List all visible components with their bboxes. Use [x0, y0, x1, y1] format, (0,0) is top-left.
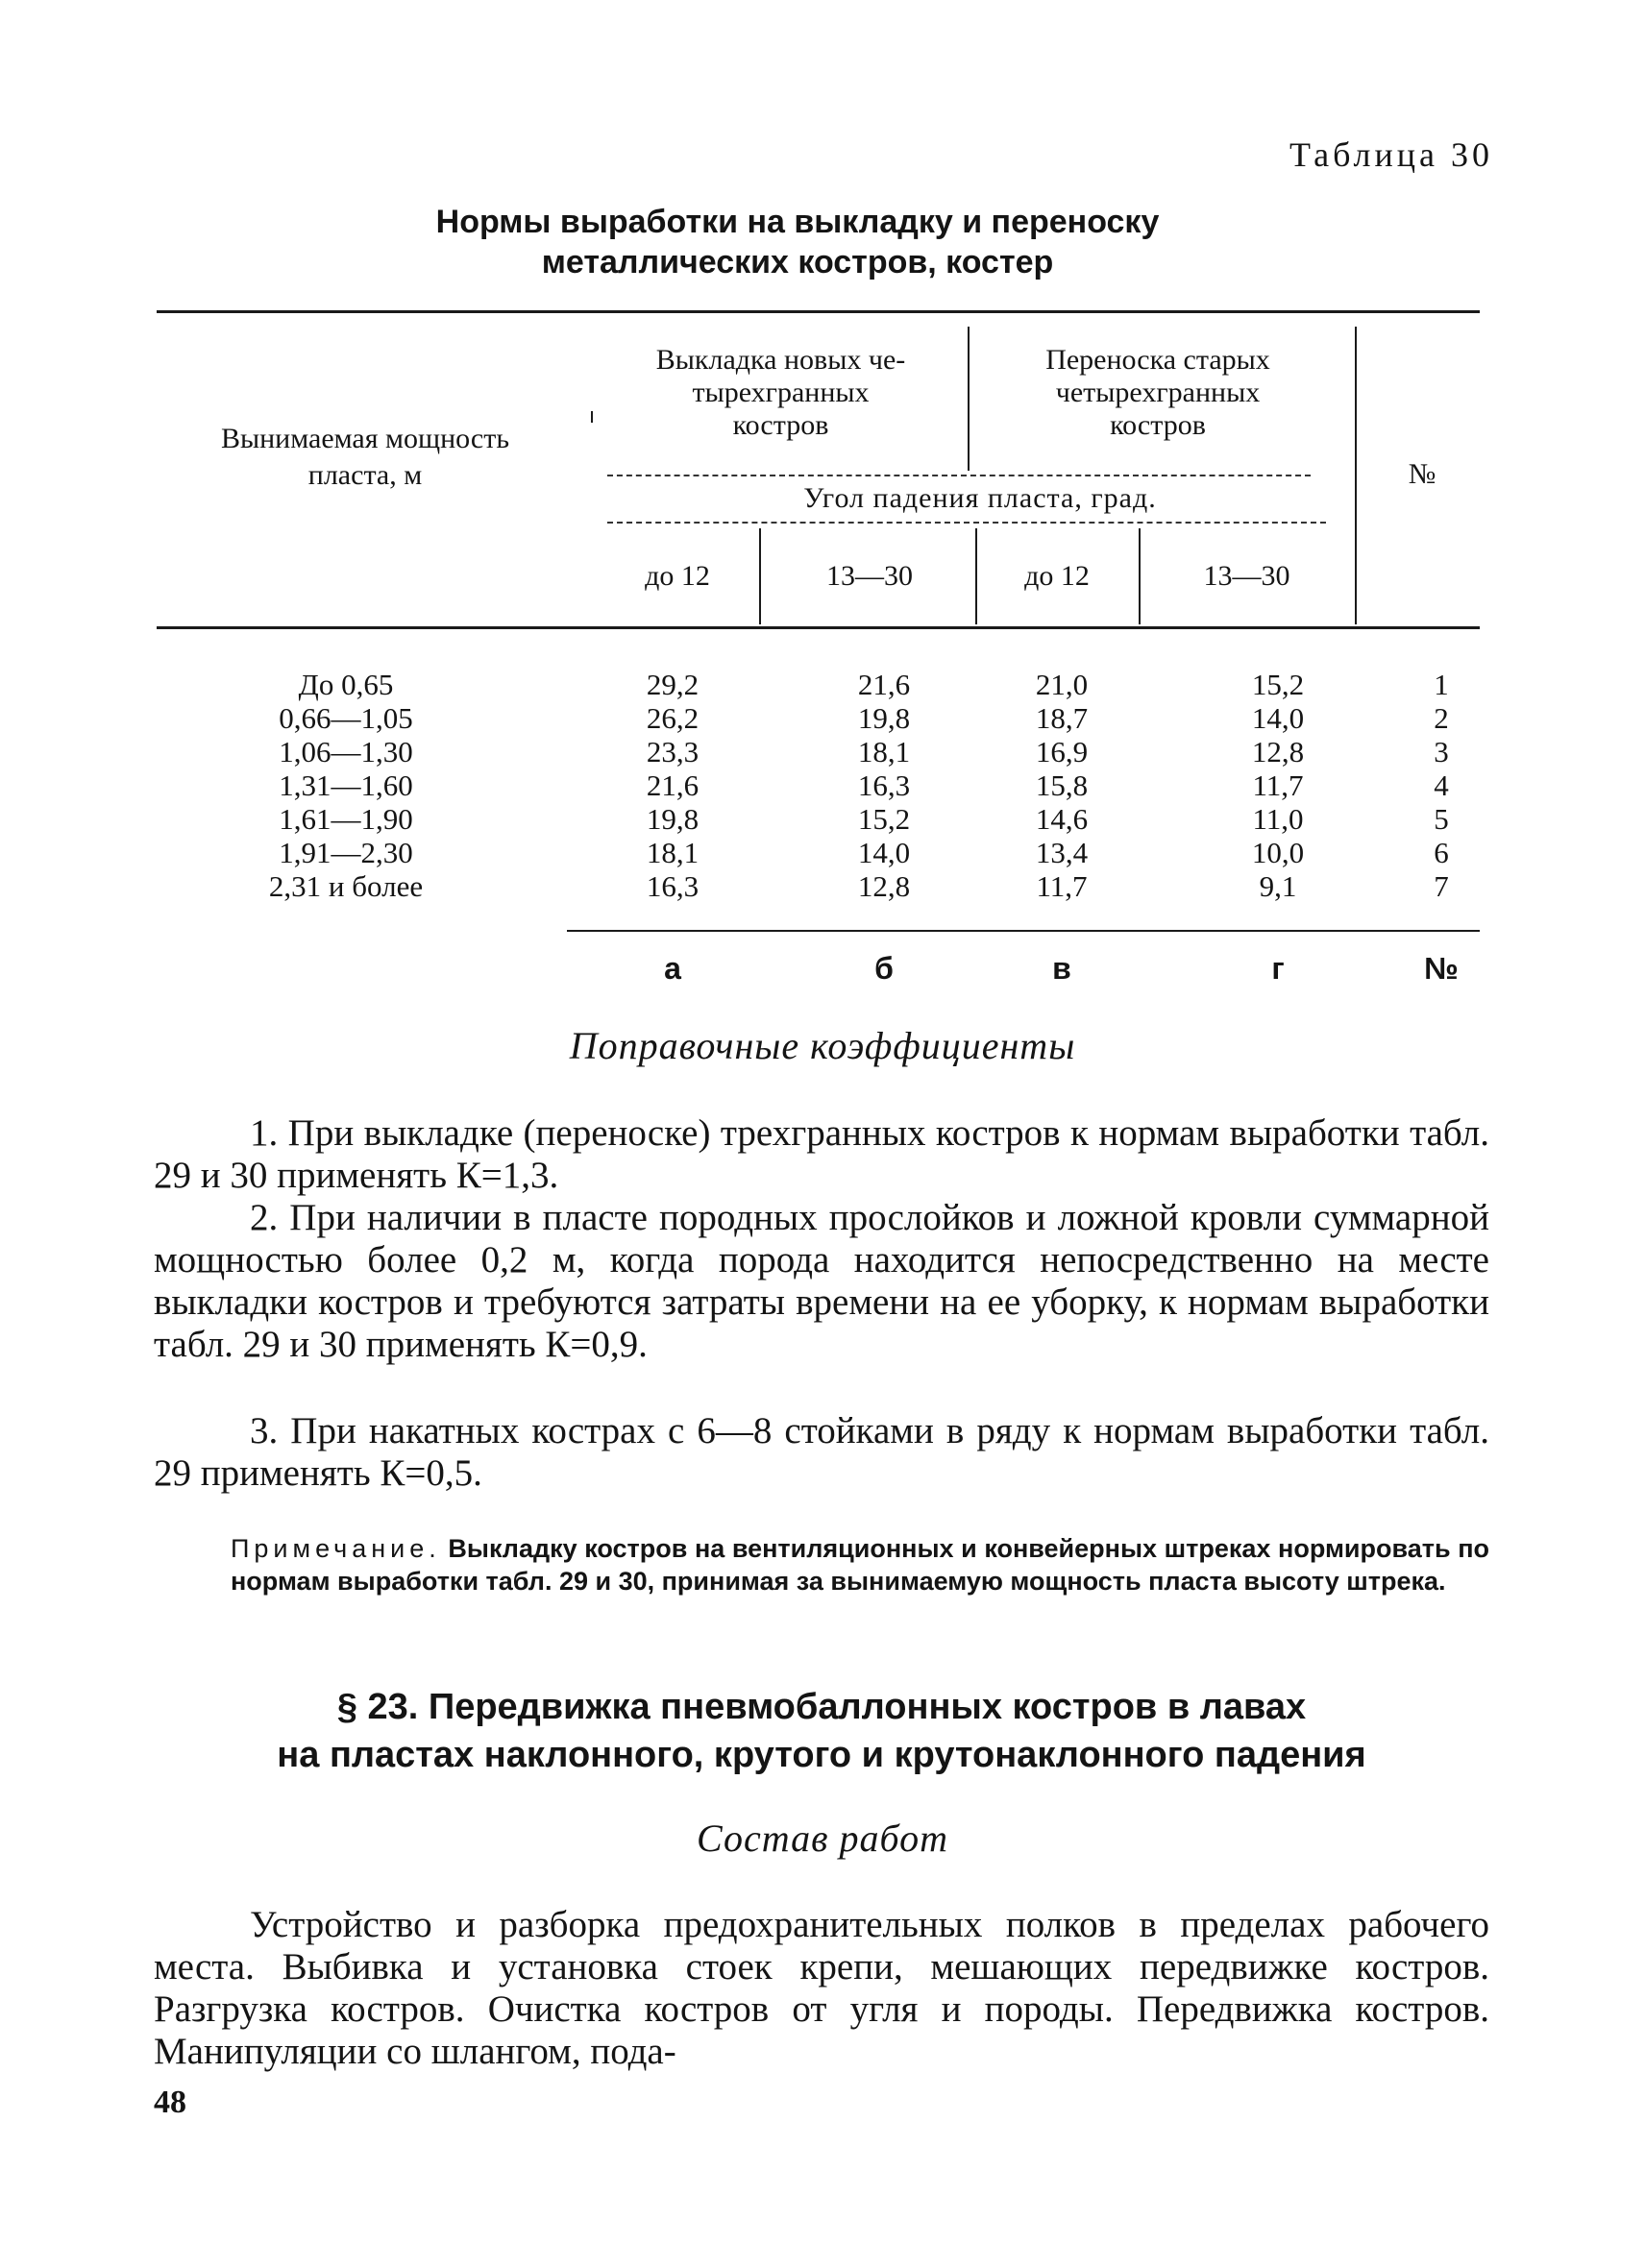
cell-g: 14,0 [1251, 701, 1305, 735]
table-body-bottom-rule [567, 930, 1480, 932]
header-sub-laying-high: 13—30 [826, 560, 913, 592]
cell-b: 18,1 [857, 735, 911, 768]
table-vrule-sub1 [759, 528, 761, 624]
table-top-rule [157, 310, 1480, 313]
cell-v: 18,7 [1035, 701, 1089, 735]
cell-num: 7 [1434, 869, 1449, 903]
row-label: 1,91—2,30 [279, 836, 413, 869]
cell-a: 29,2 [646, 668, 700, 701]
header-num: № [1408, 458, 1436, 490]
cell-num: 2 [1434, 701, 1449, 735]
header-row-label-line-1: Вынимаемая мощность [220, 423, 510, 454]
correction-text-2: 2. При наличии в пласте породных прослойков и ложной кровли суммарной мощностью более 0,2 м, когда порода находится непосредственно на месте выкладки костров и требуются затраты времени на ее уборку, к нормам выработки табл. 29 и 30 применять К=0,9. [154, 1197, 1489, 1365]
cell-g: 11,7 [1252, 768, 1304, 802]
header-group-laying [596, 344, 966, 442]
composition-text: Устройство и разборка предохранительных полков в пределах рабочего места. Выбивка и установка стоек крепи, мешающих передвижке костров. Разгрузка костров. Очистка костров от угля и породы. Передвижка костров. Манипуляции со шлангом, пода- [154, 1904, 1489, 2072]
row-label: 0,66—1,05 [279, 701, 413, 735]
header-sub-laying-low: до 12 [645, 560, 710, 592]
cell-a: 18,1 [646, 836, 700, 869]
table-vrule-sub3 [1139, 528, 1141, 624]
table-title-line-1: Нормы выработки на выкладку и переноску [435, 204, 1160, 240]
column-letter-num: № [1424, 951, 1459, 986]
cell-num: 4 [1434, 768, 1449, 802]
note-label: Примечание. [231, 1534, 441, 1563]
cell-a: 21,6 [646, 768, 700, 802]
cell-b: 15,2 [857, 802, 911, 836]
header-sub-moving-low: до 12 [1024, 560, 1090, 592]
cell-num: 5 [1434, 802, 1449, 836]
cell-b: 16,3 [857, 768, 911, 802]
table-vrule-num [1355, 327, 1357, 624]
table-dash-rule-1 [607, 475, 1311, 476]
correction-text-3: 3. При накатных кострах с 6—8 стойками в ряду к нормам выработки табл. 29 применять К=0,5. [154, 1410, 1489, 1494]
header-group-laying-line-3: костров [732, 409, 829, 441]
cell-b: 19,8 [857, 701, 911, 735]
header-row-label [154, 421, 577, 494]
header-group-laying-line-2: тырехгранных [692, 377, 870, 408]
row-label: 1,06—1,30 [279, 735, 413, 768]
cell-v: 21,0 [1035, 668, 1089, 701]
row-label: 1,61—1,90 [279, 802, 413, 836]
row-label: 1,31—1,60 [279, 768, 413, 802]
column-letter-v: в [1052, 951, 1071, 986]
note-text: Выкладку костров на вентиляционных и конвейерных штреках нормировать по нормам выработки табл. 29 и 30, принимая за вынимаемую мощность пласта высоту штрека. [231, 1534, 1489, 1596]
header-group-moving-line-2: четырехгранных [1055, 377, 1261, 408]
cell-v: 11,7 [1036, 869, 1088, 903]
correction-item-1 [154, 1112, 1489, 1197]
cell-g: 11,0 [1252, 802, 1304, 836]
header-group-moving-line-3: костров [1110, 409, 1206, 441]
cell-g: 9,1 [1259, 869, 1297, 903]
column-letter-b: б [874, 951, 894, 986]
cell-g: 15,2 [1251, 668, 1305, 701]
header-group-moving [980, 344, 1336, 442]
table-vrule-groups [968, 327, 970, 471]
table-title [365, 202, 1230, 282]
section-title-line-2: на пластах наклонного, крутого и крутонаклонного падения [277, 1735, 1366, 1775]
header-sub-moving-high: 13—30 [1203, 560, 1290, 592]
composition-paragraph [154, 1904, 1489, 2073]
cell-b: 12,8 [857, 869, 911, 903]
page-number: 48 [154, 2085, 186, 2120]
cell-num: 1 [1434, 668, 1449, 701]
row-label: 2,31 и более [268, 869, 424, 903]
table-title-line-2: металлических костров, костер [541, 244, 1054, 280]
cell-v: 16,9 [1035, 735, 1089, 768]
cell-b: 14,0 [857, 836, 911, 869]
cell-b: 21,6 [857, 668, 911, 701]
table-header-bottom-rule [157, 626, 1480, 629]
corrections-heading: Поправочные коэффициенты [569, 1024, 1076, 1067]
correction-item-2 [154, 1197, 1489, 1366]
header-group-laying-line-1: Выкладка новых че- [655, 344, 906, 376]
section-title-line-1: § 23. Передвижка пневмобаллонных костров в лавах [336, 1687, 1307, 1727]
table-vrule-sub2 [975, 528, 977, 624]
table-vrule-mark [591, 411, 593, 423]
header-group-moving-line-1: Переноска старых [1045, 344, 1270, 376]
section-title [154, 1683, 1489, 1779]
correction-text-1: 1. При выкладке (переноске) трехгранных костров к нормам выработки табл. 29 и 30 применять К=1,3. [154, 1112, 1489, 1196]
cell-num: 3 [1434, 735, 1449, 768]
cell-v: 14,6 [1035, 802, 1089, 836]
composition-heading: Состав работ [697, 1817, 948, 1860]
row-label: До 0,65 [298, 668, 394, 701]
correction-item-3 [154, 1410, 1489, 1495]
cell-a: 19,8 [646, 802, 700, 836]
cell-a: 26,2 [646, 701, 700, 735]
cell-g: 10,0 [1251, 836, 1305, 869]
column-letter-g: г [1271, 951, 1285, 986]
cell-a: 16,3 [646, 869, 700, 903]
cell-g: 12,8 [1251, 735, 1305, 768]
note [231, 1532, 1489, 1597]
table-label: Таблица 30 [1289, 135, 1493, 174]
column-letter-a: а [664, 951, 681, 986]
cell-num: 6 [1434, 836, 1449, 869]
cell-a: 23,3 [646, 735, 700, 768]
cell-v: 15,8 [1035, 768, 1089, 802]
header-angle: Угол падения пласта, град. [803, 482, 1157, 514]
header-row-label-line-2: пласта, м [307, 459, 423, 491]
table-dash-rule-2 [607, 522, 1326, 524]
cell-v: 13,4 [1035, 836, 1089, 869]
